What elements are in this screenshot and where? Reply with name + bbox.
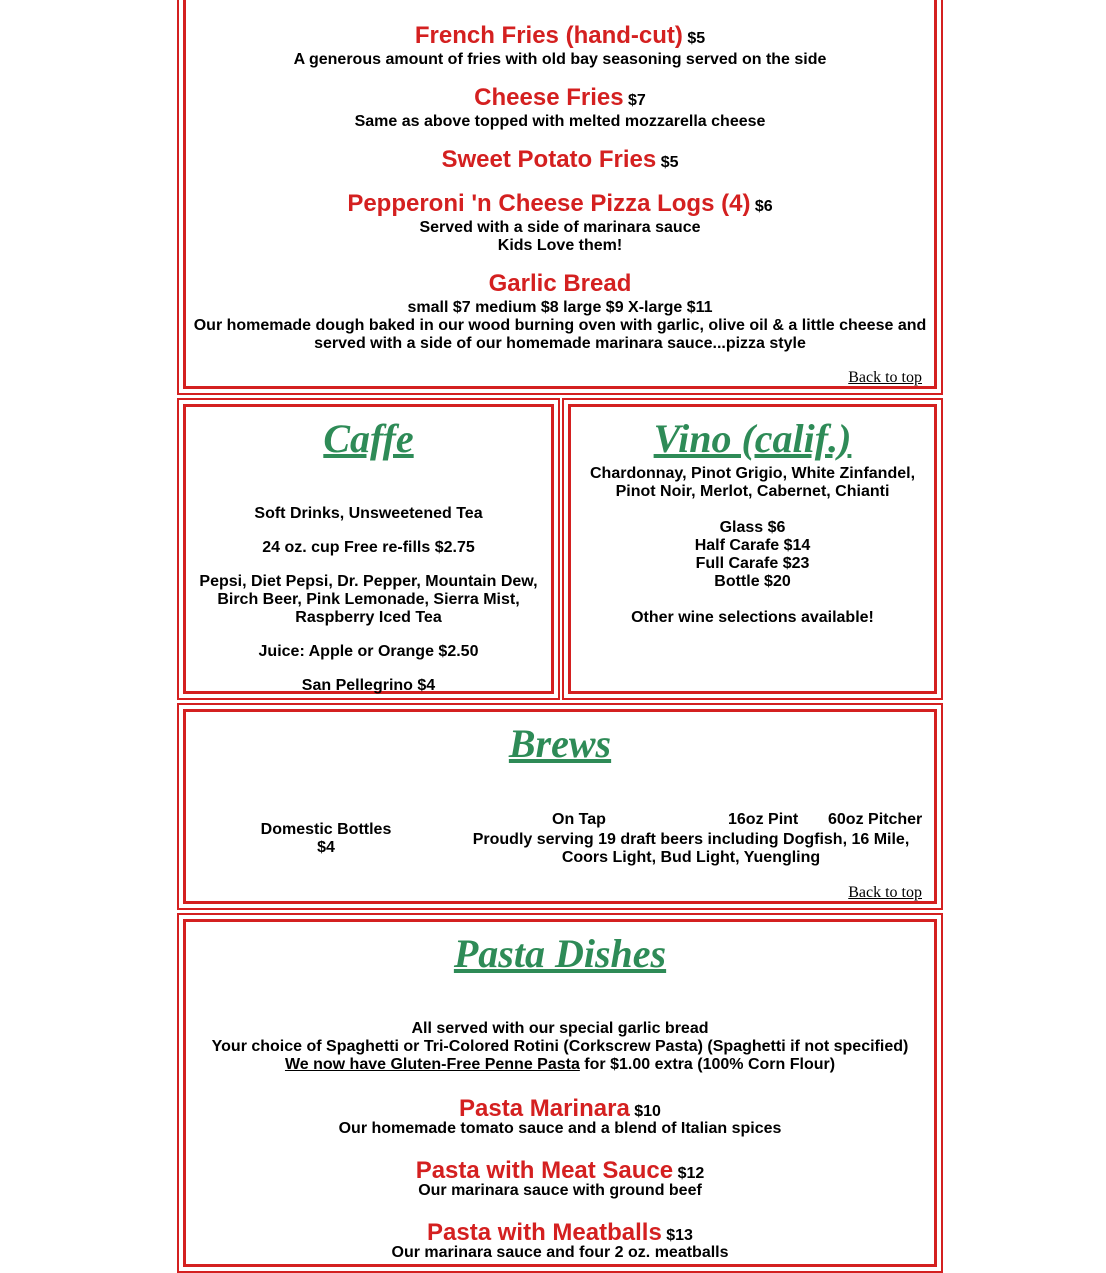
item-name: Garlic Bread [488,270,632,297]
item-description: Served with a side of marinara sauce [419,219,701,236]
caffe-line: San Pellegrino $4 [301,677,436,694]
vino-half-carafe-price: Half Carafe $14 [694,537,811,554]
vino-title: Vino (calif.) [653,416,852,461]
brews-title: Brews [508,721,612,766]
item-name: Sweet Potato Fries [441,146,657,173]
item-name: Pepperoni 'n Cheese Pizza Logs (4) [347,190,751,217]
gluten-free-detail: for $1.00 extra (100% Corn Flour) [579,1056,836,1073]
vino-bottle-price: Bottle $20 [714,573,791,590]
vino-varietals: Pinot Noir, Merlot, Cabernet, Chianti [615,483,890,500]
vino-varietals: Chardonnay, Pinot Grigio, White Zinfandel, [589,465,916,482]
domestic-bottles-price: $4 [317,839,335,856]
item-price: $10 [634,1103,661,1120]
vino-other: Other wine selections available! [631,609,874,626]
item-name: Pasta with Meat Sauce [415,1157,674,1184]
item-description: Our marinara sauce with ground beef [418,1182,702,1199]
caffe-line: 24 oz. cup Free re-fills $2.75 [262,539,475,556]
item-name: Pasta with Meatballs [427,1219,662,1246]
item-price: $5 [660,154,679,171]
vino-glass-price: Glass $6 [719,519,786,536]
caffe-frame [183,404,554,694]
caffe-title: Caffe [323,416,414,461]
gluten-free-link[interactable]: We now have Gluten-Free Penne Pasta [284,1056,580,1073]
tap-description: Coors Light, Bud Light, Yuengling [561,849,821,866]
caffe-section [177,398,560,700]
menu-item [186,270,934,298]
pasta-frame [183,919,937,1267]
brews-frame [183,709,937,904]
caffe-line: Raspberry Iced Tea [295,609,442,626]
item-description: Our marinara sauce and four 2 oz. meatballs [391,1244,729,1261]
item-description: small $7 medium $8 large $9 X-large $11 [407,299,713,316]
domestic-bottles-label: Domestic Bottles [260,821,392,838]
pasta-section [177,913,943,1273]
vino-section [562,398,943,700]
back-to-top-link[interactable]: Back to top [848,369,922,386]
item-price: $6 [754,198,773,215]
item-description: Same as above topped with melted mozzarella cheese [354,113,766,130]
pitcher-label: 60oz Pitcher [828,811,923,828]
appetizers-section [177,0,943,395]
item-description: Kids Love them! [497,237,623,254]
menu-item [186,84,934,112]
caffe-line: Pepsi, Diet Pepsi, Dr. Pepper, Mountain Dew, [199,573,538,590]
caffe-line: Juice: Apple or Orange $2.50 [258,643,479,660]
vino-frame [568,404,937,694]
item-name: Pasta Marinara [459,1095,630,1122]
menu-item [186,22,934,50]
vino-full-carafe-price: Full Carafe $23 [695,555,810,572]
item-price: $13 [666,1227,693,1244]
item-name: French Fries (hand-cut) [414,22,683,49]
caffe-line: Soft Drinks, Unsweetened Tea [254,505,483,522]
appetizers-frame [183,0,937,389]
item-price: $5 [687,30,706,47]
item-description: served with a side of our homemade marinara sauce...pizza style [314,335,806,352]
back-to-top-link[interactable]: Back to top [848,884,922,901]
item-price: $7 [628,92,646,109]
caffe-line: Birch Beer, Pink Lemonade, Sierra Mist, [217,591,520,608]
pasta-title: Pasta Dishes [453,931,667,976]
item-price: $12 [677,1165,705,1182]
menu-item [186,146,934,174]
tap-description: Proudly serving 19 draft beers including Dogfish, 16 Mile, [472,831,910,848]
item-description: Our homemade dough baked in our wood burning oven with garlic, olive oil & a little cheese and [193,317,927,334]
gluten-free-note [186,1056,934,1074]
menu-item [186,1219,934,1247]
pint-label: 16oz Pint [728,811,799,828]
item-description: Our homemade tomato sauce and a blend of Italian spices [338,1120,782,1137]
item-name: Cheese Fries [474,84,624,111]
on-tap-label: On Tap [552,811,606,828]
pasta-intro: Your choice of Spaghetti or Tri-Colored Rotini (Corkscrew Pasta) (Spaghetti if not specified) [211,1038,909,1055]
menu-item [186,1095,934,1123]
menu-item [186,190,934,218]
brews-section [177,703,943,910]
menu-item [186,1157,934,1185]
item-description: A generous amount of fries with old bay seasoning served on the side [293,51,827,68]
pasta-intro: All served with our special garlic bread [411,1020,709,1037]
